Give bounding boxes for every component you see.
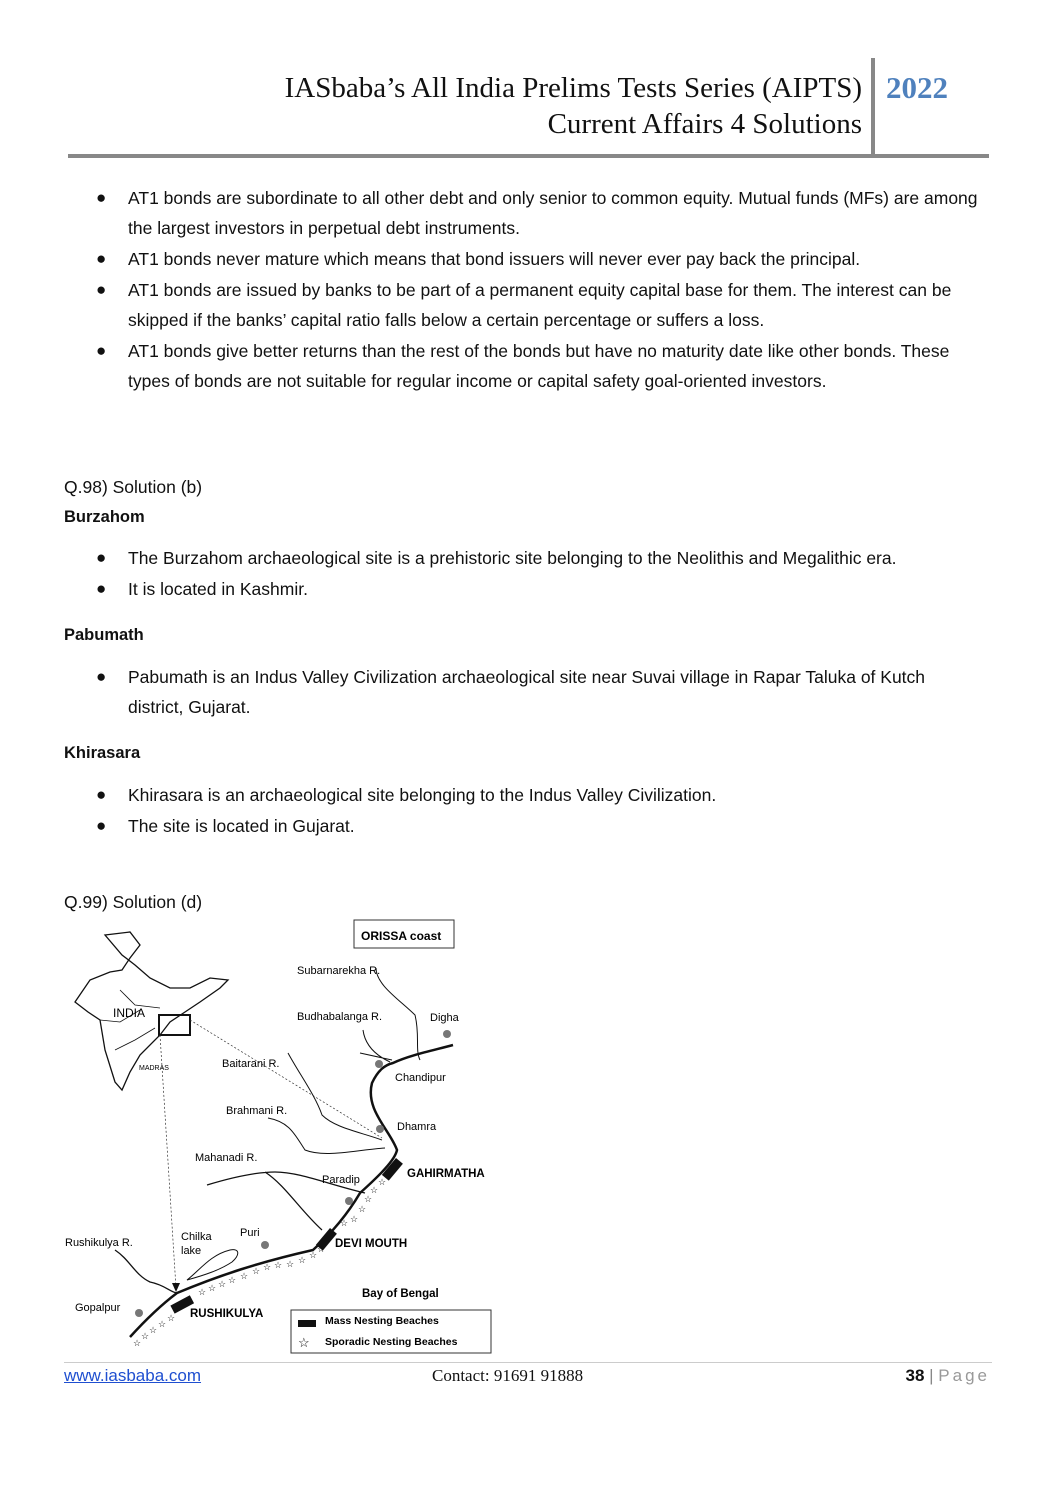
svg-text:☆: ☆ — [317, 1244, 326, 1254]
svg-text:☆: ☆ — [208, 1283, 217, 1293]
map-label-place: Digha — [430, 1012, 459, 1024]
footer-contact: Contact: 91691 91888 — [432, 1366, 584, 1385]
bullet-text: AT1 bonds never mature which means that bond issuers will never ever pay back the principal. — [128, 249, 861, 269]
svg-text:☆: ☆ — [198, 1287, 207, 1297]
map-label-river: Subarnarekha R. — [297, 965, 381, 977]
bullet-text: Pabumath is an Indus Valley Civilization archaeological site near Suvai village in Rapar Taluka of Kutch district, Gujarat. — [128, 667, 926, 717]
legend-label: Sporadic Nesting Beaches — [325, 1336, 458, 1348]
bullet-icon: ● — [96, 249, 107, 268]
list-item — [96, 275, 998, 335]
map-label-beach: GAHIRMATHA — [407, 1168, 485, 1180]
bullet-text: The site is located in Gujarat. — [128, 816, 355, 836]
svg-text:☆: ☆ — [370, 1185, 379, 1195]
list-item — [96, 336, 988, 396]
svg-text:☆: ☆ — [141, 1331, 150, 1341]
svg-text:☆: ☆ — [218, 1279, 227, 1289]
list-item — [96, 780, 998, 810]
orissa-coast-map — [60, 910, 510, 1360]
map-label-place: Gopalpur — [75, 1302, 121, 1314]
legend-label: Mass Nesting Beaches — [325, 1315, 439, 1327]
map-label-place: Chandipur — [395, 1072, 446, 1084]
svg-text:☆: ☆ — [350, 1214, 359, 1224]
svg-text:☆: ☆ — [263, 1262, 272, 1272]
list-item — [96, 244, 998, 274]
svg-text:☆: ☆ — [167, 1313, 176, 1323]
bullet-icon: ● — [96, 548, 107, 567]
map-label-river: Rushikulya R. — [65, 1237, 133, 1249]
map-label-place: Paradip — [322, 1174, 360, 1186]
header-divider-vertical — [871, 58, 875, 156]
map-label-place: Puri — [240, 1227, 260, 1239]
question-title: Q.99) Solution (d) — [64, 892, 203, 912]
page-number — [905, 1366, 990, 1386]
svg-text:☆: ☆ — [158, 1319, 167, 1329]
section-heading: Khirasara — [64, 744, 141, 762]
question-title: Q.98) Solution (b) — [64, 477, 203, 497]
map-label-river: Brahmani R. — [226, 1105, 288, 1117]
inset-box — [159, 1015, 190, 1035]
map-label-sea: Bay of Bengal — [362, 1288, 439, 1300]
bullet-icon: ● — [96, 280, 107, 299]
list-item — [96, 574, 998, 604]
svg-text:☆: ☆ — [274, 1260, 283, 1270]
list-item — [96, 662, 968, 722]
bullet-text: The Burzahom archaeological site is a prehistoric site belonging to the Neolithis and Megalithic era. — [128, 548, 897, 568]
map-label-madras: MADRAS — [139, 1065, 169, 1072]
page-number-value: 38 — [905, 1366, 925, 1385]
svg-text:☆: ☆ — [228, 1275, 237, 1285]
list-item — [96, 183, 998, 243]
svg-text:☆: ☆ — [149, 1325, 158, 1335]
bullet-text: AT1 bonds give better returns than the rest of the bonds but have no maturity date like other bonds. These types of bonds are not suitable for regular income or capital safety goal-oriented investors. — [128, 341, 950, 391]
page-separator: | — [929, 1366, 934, 1385]
svg-text:☆: ☆ — [340, 1218, 349, 1228]
legend-mass-icon — [298, 1320, 316, 1327]
bullet-icon: ● — [96, 667, 107, 686]
map-label-river: Budhabalanga R. — [297, 1011, 383, 1023]
header-title-line2: Current Affairs 4 Solutions — [547, 108, 862, 140]
bullet-text: AT1 bonds are issued by banks to be part of a permanent equity capital base for them. The interest can be skipped if the banks’ capital ratio falls below a certain percentage or suffers a loss. — [128, 280, 952, 330]
bullet-icon: ● — [96, 188, 107, 207]
map-label-river: Baitarani R. — [222, 1058, 280, 1070]
header-title-line1: IASbaba’s All India Prelims Tests Series (AIPTS) — [284, 72, 862, 104]
svg-text:☆: ☆ — [364, 1194, 373, 1204]
header-divider — [68, 154, 989, 158]
legend-star-icon: ☆ — [298, 1335, 310, 1350]
page-word: Page — [938, 1366, 990, 1385]
svg-text:☆: ☆ — [240, 1271, 249, 1281]
svg-text:☆: ☆ — [286, 1259, 295, 1269]
map-label-beach: DEVI MOUTH — [335, 1238, 408, 1250]
map-label-lake: lake — [181, 1245, 202, 1257]
svg-text:☆: ☆ — [309, 1250, 318, 1260]
section-heading: Pabumath — [64, 626, 144, 644]
list-item — [96, 543, 998, 573]
map-label-place: Dhamra — [397, 1121, 437, 1133]
bullet-text: AT1 bonds are subordinate to all other debt and only senior to common equity. Mutual funds (MFs) are among the largest investors in perpetual debt instruments. — [128, 188, 978, 238]
website-link[interactable]: www.iasbaba.com — [64, 1366, 202, 1385]
footer-divider — [64, 1362, 992, 1363]
map-title: ORISSA coast — [361, 929, 442, 943]
bullet-icon: ● — [96, 579, 107, 598]
bullet-icon: ● — [96, 785, 107, 804]
bullet-text: Khirasara is an archaeological site belonging to the Indus Valley Civilization. — [128, 785, 717, 805]
map-label-beach: RUSHIKULYA — [190, 1308, 264, 1320]
map-label-india: INDIA — [113, 1006, 146, 1020]
bullet-icon: ● — [96, 341, 107, 360]
bullet-text: It is located in Kashmir. — [128, 579, 308, 599]
svg-text:☆: ☆ — [358, 1204, 367, 1214]
svg-text:☆: ☆ — [252, 1266, 261, 1276]
svg-text:☆: ☆ — [298, 1255, 307, 1265]
bullet-icon: ● — [96, 816, 107, 835]
header-year: 2022 — [886, 70, 948, 105]
map-label-chilka: Chilka — [181, 1231, 212, 1243]
svg-text:☆: ☆ — [378, 1177, 387, 1187]
map-label-river: Mahanadi R. — [195, 1152, 258, 1164]
svg-text:☆: ☆ — [133, 1338, 142, 1348]
list-item — [96, 811, 998, 841]
section-heading: Burzahom — [64, 508, 145, 526]
